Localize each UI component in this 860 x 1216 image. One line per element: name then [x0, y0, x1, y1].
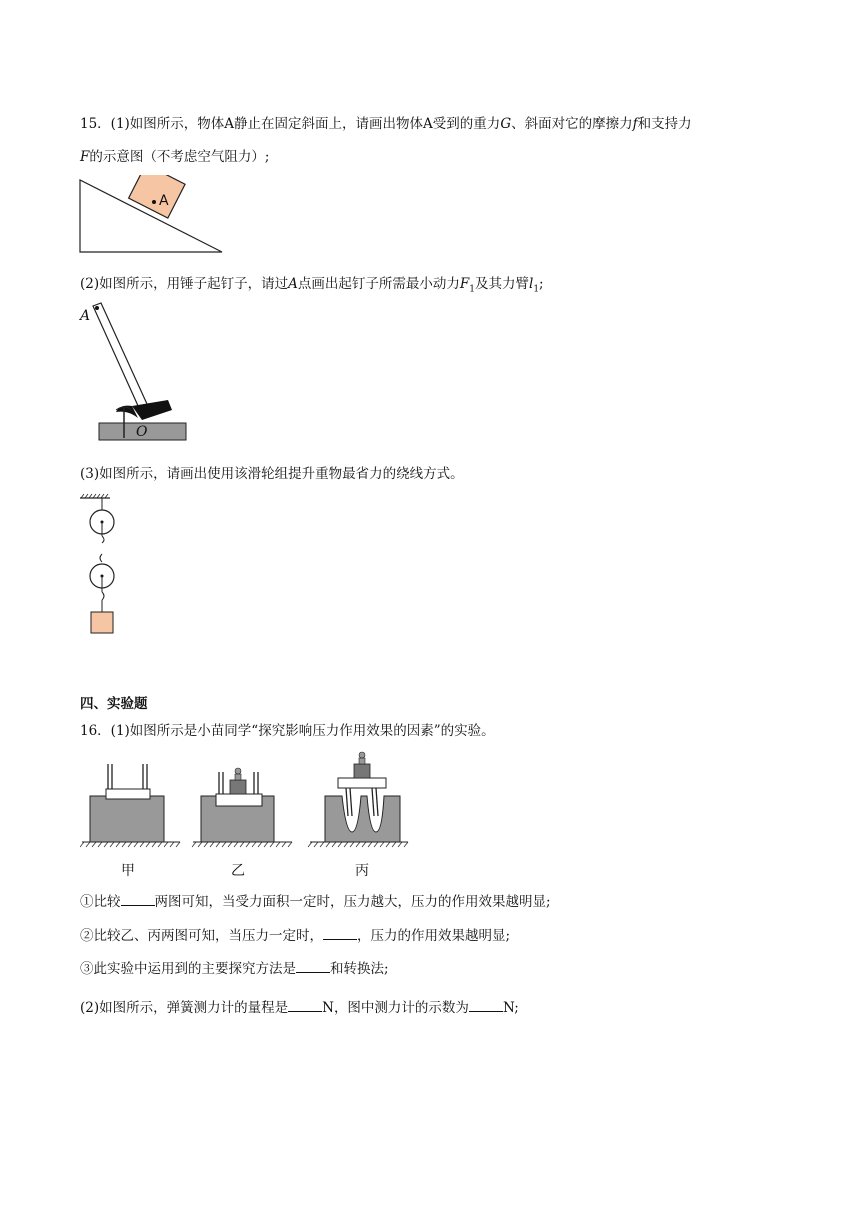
q15-text-d: 的示意图（不考虑空气阻力）;: [89, 149, 270, 165]
sub-1: 1: [469, 284, 475, 295]
pressure-figure: [80, 748, 415, 856]
label-bing: 丙: [355, 863, 369, 879]
q15-p2-d: ;: [539, 276, 544, 292]
q16-s3-a: ③此实验中运用到的主要探究方法是: [80, 961, 296, 977]
pulley-figure: [78, 492, 128, 637]
q16-s3: [80, 957, 389, 977]
q15-text-a: 15．(1)如图所示，物体A静止在固定斜面上，请画出物体A受到的重力: [80, 116, 501, 132]
blank-2: [323, 927, 357, 940]
q15-p2-a: (2)如图所示，用锤子起钉子，请过: [80, 276, 289, 292]
q16-s2-a: ②比较乙、丙两图可知，当压力一定时，: [80, 928, 323, 944]
q16-line1: 16．(1)如图所示是小苗同学“探究影响压力作用效果的因素”的实验。: [80, 723, 495, 739]
q16-p2-a: (2)如图所示，弹簧测力计的量程是: [80, 1000, 289, 1016]
q15-text-c: 和支持力: [637, 116, 692, 132]
hammer-label-A: A: [80, 308, 91, 324]
q16-p2-b: N，图中测力计的示数为: [322, 1000, 469, 1016]
block-label-A: A: [159, 193, 169, 209]
section-4-title: 四、实验题: [80, 696, 148, 712]
q16-part2: [80, 996, 519, 1016]
q15-part3: (3)如图所示，请画出使用该滑轮组提升重物最省力的绕线方式。: [80, 466, 464, 482]
label-jia: 甲: [121, 863, 135, 879]
var-F1: F: [459, 276, 470, 292]
hammer-label-O: O: [136, 424, 148, 440]
label-yi: 乙: [231, 863, 245, 879]
q15-p2-b: 点画出起钉子所需最小动力: [297, 276, 460, 292]
incline-figure: [78, 175, 228, 257]
q16-s3-b: 和转换法;: [330, 961, 389, 977]
q15-line1: [80, 112, 692, 132]
q16-p2-c: N;: [502, 1000, 519, 1016]
blank-3: [296, 960, 330, 973]
var-G: G: [500, 116, 512, 132]
q15-p2-c: 及其力臂: [474, 276, 529, 292]
var-F: F: [80, 149, 90, 165]
blank-5: [469, 999, 503, 1012]
var-f: f: [632, 116, 638, 132]
var-A: A: [288, 276, 298, 292]
q15-text-b: 、斜面对它的摩擦力: [511, 116, 633, 132]
var-l1: l: [528, 276, 534, 292]
setup-yi: [192, 768, 292, 847]
sub-1b: 1: [533, 284, 540, 295]
q16-s1-a: ①比较: [80, 894, 121, 910]
q16-s2: [80, 924, 510, 944]
blank-1: [121, 893, 155, 906]
q16-s2-b: ，压力的作用效果越明显;: [357, 928, 511, 944]
q16-s1: [80, 890, 551, 910]
blank-4: [288, 999, 322, 1012]
q16-s1-b: 两图可知，当受力面积一定时，压力越大，压力的作用效果越明显;: [154, 894, 551, 910]
setup-bing: [308, 752, 408, 847]
q15-part2: [80, 272, 544, 295]
q15-line2: [80, 145, 269, 165]
setup-jia: [80, 764, 180, 847]
